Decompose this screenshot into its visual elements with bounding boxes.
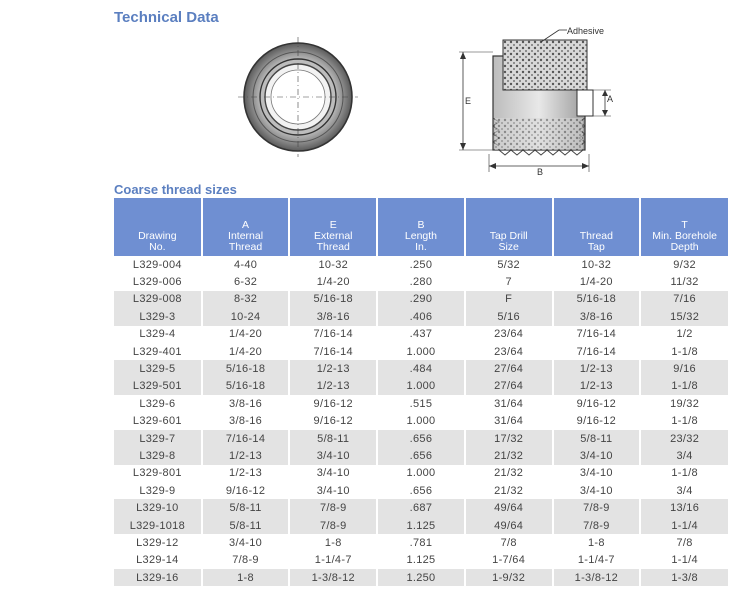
table-cell: .280 <box>377 273 465 290</box>
table-cell: 21/32 <box>465 465 553 482</box>
table-cell: 5/8-11 <box>202 517 290 534</box>
section-subtitle: Coarse thread sizes <box>114 182 237 197</box>
table-row <box>114 395 728 412</box>
adhesive-label: Adhesive <box>567 26 605 36</box>
dimension-a-label: A <box>607 94 614 104</box>
table-cell: 7/8-9 <box>289 499 377 516</box>
table-cell: 7 <box>465 273 553 290</box>
table-cell: L329-4 <box>139 328 176 341</box>
table-row <box>114 256 728 273</box>
table-row <box>114 499 728 516</box>
table-row <box>114 482 728 499</box>
table-cell: L329-9 <box>139 484 176 497</box>
table-cell: 5/8-11 <box>202 499 290 516</box>
table-cell: 27/64 <box>465 360 553 377</box>
table-row <box>114 552 728 569</box>
table-cell: L329-601 <box>132 415 182 428</box>
table-cell: 5/16 <box>465 308 553 325</box>
table-cell: 15/32 <box>640 308 728 325</box>
table-cell: 3/4-10 <box>289 465 377 482</box>
table-cell: 5/32 <box>465 256 553 273</box>
table-cell: L329-8 <box>114 447 202 464</box>
column-header <box>640 198 728 256</box>
insert-end-view-drawing <box>238 35 358 160</box>
dimension-e-label: E <box>465 96 472 106</box>
table-cell: 1-3/8-12 <box>289 569 377 586</box>
table-cell: .290 <box>377 291 465 308</box>
table-cell: L329-16 <box>114 569 202 586</box>
table-cell: 7/8 <box>640 534 728 551</box>
table-cell: .656 <box>377 430 465 447</box>
table-cell: 9/16-12 <box>289 413 377 430</box>
table-cell: 9/16-12 <box>553 413 641 430</box>
column-header <box>289 198 377 256</box>
column-header-line: Thread <box>579 230 613 242</box>
table-cell: L329-501 <box>114 378 202 395</box>
dimension-b-label: B <box>537 167 544 177</box>
table-cell: 9/32 <box>640 256 728 273</box>
table-cell: 1/2-13 <box>289 360 377 377</box>
table-cell: 49/64 <box>465 517 553 534</box>
table-cell: 1-1/4-7 <box>553 552 641 569</box>
table-cell: 1/4-20 <box>202 343 290 360</box>
table-cell: .515 <box>377 395 465 412</box>
table-cell: 1-1/8 <box>640 343 728 360</box>
table-cell: 3/4-10 <box>289 482 377 499</box>
table-cell: 3/8-16 <box>202 413 290 430</box>
table-cell: 9/16-12 <box>553 395 641 412</box>
table-cell: 7/16-14 <box>289 326 377 343</box>
table-cell: 3/4-10 <box>289 447 377 464</box>
column-header-line: Thread <box>228 241 263 253</box>
table-cell: 11/32 <box>640 273 728 290</box>
table-cell: 5/16-18 <box>202 360 290 377</box>
table-row <box>114 447 728 464</box>
table-cell: L329-3 <box>114 308 202 325</box>
table-cell: .656 <box>377 447 465 464</box>
table-cell: 31/64 <box>465 413 553 430</box>
table-cell: L329-12 <box>136 536 179 549</box>
table-cell: 1-1/8 <box>640 378 728 395</box>
table-cell: 3/8-16 <box>289 308 377 325</box>
table-cell: 7/16-14 <box>553 326 641 343</box>
table-cell: 1-8 <box>553 534 641 551</box>
column-header-line: E <box>329 219 337 231</box>
table-cell: 3/8-16 <box>202 395 290 412</box>
table-cell: L329-14 <box>136 554 179 567</box>
table-cell: 21/32 <box>465 447 553 464</box>
table-cell: .406 <box>377 308 465 325</box>
table-cell: L329-006 <box>132 276 182 289</box>
column-header-line: A <box>242 219 250 231</box>
table-cell: 1/2-13 <box>289 378 377 395</box>
table-cell: 1.000 <box>377 343 465 360</box>
table-cell: L329-801 <box>132 467 182 480</box>
column-header-line: T <box>681 219 688 231</box>
table-row <box>114 273 728 290</box>
table-cell: 10-32 <box>289 256 377 273</box>
table-cell: 1-1/4-7 <box>289 552 377 569</box>
table-cell: 23/32 <box>640 430 728 447</box>
table-cell: 1/2-13 <box>202 465 290 482</box>
table-row <box>114 534 728 551</box>
table-cell: .656 <box>377 482 465 499</box>
table-cell: 7/16 <box>640 291 728 308</box>
table-cell: 23/64 <box>465 326 553 343</box>
insert-side-view-drawing <box>455 22 615 177</box>
table-cell: L329-004 <box>132 258 182 271</box>
table-cell: 1-7/64 <box>465 552 553 569</box>
table-row <box>114 430 728 447</box>
column-header <box>202 198 290 256</box>
column-header-line: Tap <box>587 241 605 253</box>
table-cell: 1/2-13 <box>553 360 641 377</box>
table-cell: F <box>465 291 553 308</box>
table-cell: 1.000 <box>377 378 465 395</box>
table-cell: 1.125 <box>377 552 465 569</box>
table-row <box>114 378 728 395</box>
table-row <box>114 413 728 430</box>
table-cell: 17/32 <box>465 430 553 447</box>
column-header-line: Internal <box>228 230 264 242</box>
table-cell: 1/4-20 <box>553 273 641 290</box>
table-cell: 1.125 <box>377 517 465 534</box>
table-cell: L329-008 <box>114 291 202 308</box>
table-cell: 1.000 <box>377 413 465 430</box>
table-row <box>114 569 728 586</box>
table-cell: 1-1/4 <box>640 517 728 534</box>
table-cell: 3/8-16 <box>553 308 641 325</box>
table-cell: 1-3/8-12 <box>553 569 641 586</box>
table-cell: 1-1/8 <box>640 465 728 482</box>
table-cell: L329-401 <box>132 345 182 358</box>
table-cell: 9/16-12 <box>289 395 377 412</box>
table-cell: L329-10 <box>114 499 202 516</box>
table-cell: 1/2-13 <box>553 378 641 395</box>
table-cell: 9/16 <box>640 360 728 377</box>
column-header <box>114 198 202 256</box>
table-cell: 7/8-9 <box>289 517 377 534</box>
table-cell: L329-1018 <box>114 517 202 534</box>
column-header <box>465 198 553 256</box>
column-header-line: Tap Drill <box>489 230 528 242</box>
table-body <box>114 256 728 586</box>
column-header-line: In. <box>415 241 427 253</box>
table-cell: 5/8-11 <box>289 430 377 447</box>
table-cell: .437 <box>377 326 465 343</box>
table-cell: 3/4-10 <box>202 534 290 551</box>
table-cell: 8-32 <box>202 291 290 308</box>
table-cell: .484 <box>377 360 465 377</box>
table-cell: 19/32 <box>640 395 728 412</box>
table-cell: L329-7 <box>114 430 202 447</box>
table-row <box>114 465 728 482</box>
table-cell: 1-1/8 <box>640 413 728 430</box>
table-cell: 10-24 <box>202 308 290 325</box>
column-header-line: Size <box>498 241 519 253</box>
table-cell: 1.000 <box>377 465 465 482</box>
table-row <box>114 517 728 534</box>
table-cell: 1-8 <box>202 569 290 586</box>
table-cell: 6-32 <box>202 273 290 290</box>
table-row <box>114 308 728 325</box>
table-cell: 49/64 <box>465 499 553 516</box>
table-cell: 3/4 <box>640 447 728 464</box>
table-cell: 1-3/8 <box>640 569 728 586</box>
table-cell: 1-9/32 <box>465 569 553 586</box>
table-cell: 1/2 <box>640 326 728 343</box>
table-cell: 5/16-18 <box>202 378 290 395</box>
table-cell: 3/4-10 <box>553 482 641 499</box>
table-cell: 7/16-14 <box>553 343 641 360</box>
table-cell: 1/4-20 <box>289 273 377 290</box>
table-header-row <box>114 198 728 256</box>
column-header-line: Length <box>404 230 438 242</box>
table-cell: 7/16-14 <box>202 430 290 447</box>
table-cell: 27/64 <box>465 378 553 395</box>
table-cell: 5/16-18 <box>289 291 377 308</box>
table-cell: 7/8 <box>465 534 553 551</box>
table-cell: 5/8-11 <box>553 430 641 447</box>
table-cell: .687 <box>377 499 465 516</box>
table-cell: 23/64 <box>465 343 553 360</box>
table-cell: 1-1/4 <box>640 552 728 569</box>
table-cell: 1/4-20 <box>202 326 290 343</box>
column-header-line: B <box>417 219 425 231</box>
table-cell: 1-8 <box>289 534 377 551</box>
column-header <box>553 198 641 256</box>
table-cell: 1.250 <box>377 569 465 586</box>
table-cell: .781 <box>377 534 465 551</box>
table-cell: 4-40 <box>202 256 290 273</box>
table-cell: L329-6 <box>139 397 176 410</box>
table-row <box>114 291 728 308</box>
table-cell: 9/16-12 <box>202 482 290 499</box>
table-cell: .250 <box>377 256 465 273</box>
table-cell: 7/8-9 <box>553 517 641 534</box>
table-cell: 1/2-13 <box>202 447 290 464</box>
table-cell: 3/4-10 <box>553 447 641 464</box>
table-cell: 5/16-18 <box>553 291 641 308</box>
table-cell: 13/16 <box>640 499 728 516</box>
table-row <box>114 326 728 343</box>
column-header-line: Drawing <box>138 230 177 242</box>
table-cell: 21/32 <box>465 482 553 499</box>
table-cell: 31/64 <box>465 395 553 412</box>
table-row <box>114 343 728 360</box>
table-cell: L329-5 <box>114 360 202 377</box>
table-cell: 10-32 <box>553 256 641 273</box>
table-cell: 3/4-10 <box>553 465 641 482</box>
column-header-line: No. <box>149 241 166 253</box>
column-header-line: Depth <box>670 241 699 253</box>
page-title: Technical Data <box>114 9 219 26</box>
column-header-line: External <box>313 230 353 242</box>
table-cell: 3/4 <box>640 482 728 499</box>
table-row <box>114 360 728 377</box>
column-header <box>377 198 465 256</box>
column-header-line: Thread <box>316 241 350 253</box>
coarse-thread-table <box>114 198 728 586</box>
column-header-line: Min. Borehole <box>652 230 717 242</box>
table-cell: 7/8-9 <box>553 499 641 516</box>
table-cell: 7/16-14 <box>289 343 377 360</box>
table-cell: 7/8-9 <box>202 552 290 569</box>
